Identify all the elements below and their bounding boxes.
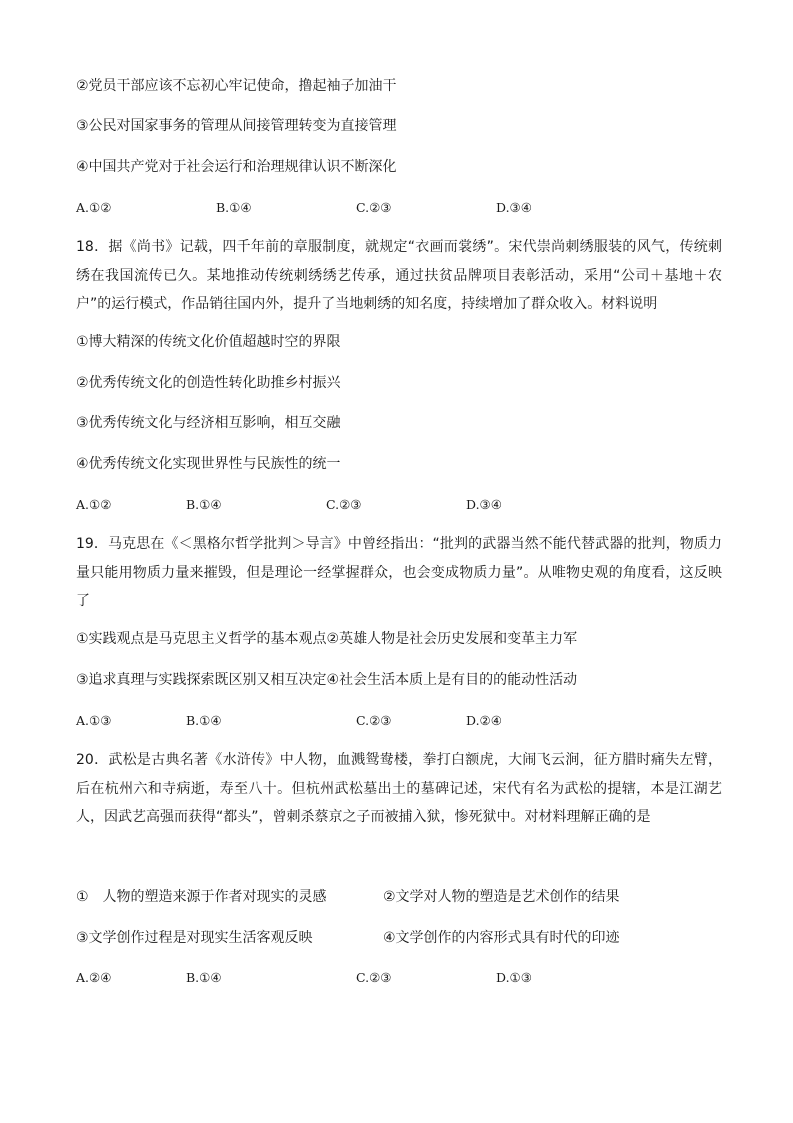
q18-item-2: ②优秀传统文化的创造性转化助推乡村振兴 [76,375,341,391]
q20-option-a: A.②④ [76,970,112,985]
q18-option-a: A.①② [76,497,112,512]
q20-option-d: D.①③ [496,970,532,985]
q18-stem: 18．据《尚书》记载，四千年前的章服制度，就规定“衣画而裳绣”。宋代崇尚刺绣服装的风气，传统刺绣在我国流传已久。某地推动传统刺绣绣艺传承，通过扶贫品牌项目表彰活动，采用“公司＋基地＋农户”的运行模式，作品销往国内外，提升了当地刺绣的知名度，持续增加了群众收入。材料说明 [76,239,722,312]
q17-item-3: ③公民对国家事务的管理从间接管理转变为直接管理 [76,118,397,134]
q20-item-3: ③文学创作过程是对现实生活客观反映 [76,930,313,946]
q18-option-b: B.①④ [186,497,222,512]
q20-item-2: ②文学对人物的塑造是艺术创作的结果 [383,889,620,905]
q18-item-4: ④优秀传统文化实现世界性与民族性的统一 [76,456,341,472]
q20-item-4: ④文学创作的内容形式具有时代的印迹 [383,930,620,946]
q19-option-d: D.②④ [466,713,502,728]
q20-option-c: C.②③ [356,970,392,985]
q17-item-2: ②党员干部应该不忘初心牢记使命，撸起袖子加油干 [76,78,397,94]
q19-option-a: A.①③ [76,713,112,728]
q18-option-c: C.②③ [326,497,362,512]
q20-option-b: B.①④ [186,970,222,985]
q19-items-line-2: ③追求真理与实践探索既区别又相互决定④社会生活本质上是有目的的能动性活动 [76,672,578,688]
q17-item-4: ④中国共产党对于社会运行和治理规律认识不断深化 [76,159,397,175]
q18-item-3: ③优秀传统文化与经济相互影响，相互交融 [76,415,341,431]
q19-items-line-1: ①实践观点是马克思主义哲学的基本观点②英雄人物是社会历史发展和变革主力军 [76,631,578,647]
q17-option-a: A.①② [76,200,112,215]
q19-option-b: B.①④ [186,713,222,728]
q17-option-d: D.③④ [496,200,532,215]
q17-option-b: B.①④ [216,200,252,215]
q18-item-1: ①博大精深的传统文化价值超越时空的界限 [76,334,341,350]
q19-option-c: C.②③ [356,713,392,728]
q20-item-1: ① 人物的塑造来源于作者对现实的灵感 [76,889,327,905]
q18-option-d: D.③④ [466,497,502,512]
q19-stem: 19．马克思在《＜黑格尔哲学批判＞导言》中曾经指出：“批判的武器当然不能代替武器的批判，物质力量只能用物质力量来摧毁，但是理论一经掌握群众，也会变成物质力量”。从唯物史观的角度看，这反映了 [76,536,722,609]
q17-option-c: C.②③ [356,200,392,215]
q20-stem: 20．武松是古典名著《水浒传》中人物，血溅鸳鸯楼，拳打白额虎，大闹飞云涧，征方腊时痛失左臂，后在杭州六和寺病逝，寿至八十。但杭州武松墓出土的墓碑记述，宋代有名为武松的提辖，本是江湖艺人，因武艺高强而获得“都头”，曾刺杀蔡京之子而被捕入狱，惨死狱中。对材料理解正确的是 [76,752,722,825]
